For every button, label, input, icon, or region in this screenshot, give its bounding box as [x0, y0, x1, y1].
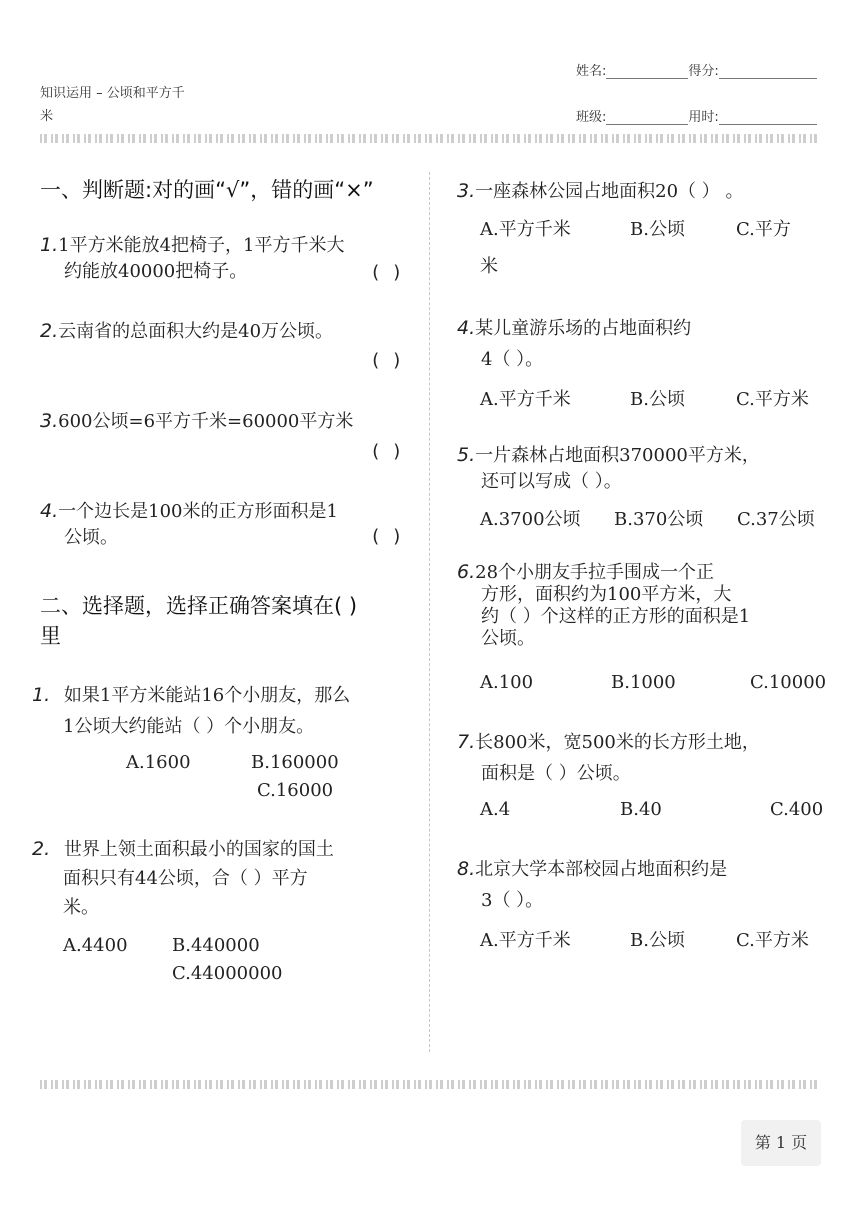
- option-b[interactable]: B.公顷: [630, 389, 685, 410]
- option-c-overflow: 米: [480, 256, 498, 277]
- question-text: 长800米，宽500米的长方形土地，: [475, 732, 760, 753]
- option-a[interactable]: A.平方千米: [480, 219, 571, 240]
- judge-question-1: [40, 232, 410, 285]
- option-c[interactable]: C.10000: [750, 672, 827, 693]
- choice-question-2: [32, 835, 334, 922]
- question-number: 5.: [457, 444, 476, 466]
- option-a[interactable]: A.3700公顷: [480, 509, 581, 530]
- answer-paren[interactable]: ( ): [370, 350, 403, 371]
- class-label: 班级:: [576, 110, 607, 125]
- question-text: 世界上领土面积最小的国家的国土: [63, 839, 334, 860]
- question-number: 2.: [32, 838, 51, 860]
- option-b[interactable]: B.40: [620, 799, 662, 820]
- question-text: 一座森林公园占地面积20（ ） 。: [475, 181, 744, 202]
- question-number: 3.: [457, 180, 476, 202]
- choice-question-3: [457, 178, 744, 205]
- top-decorative-border: [40, 134, 820, 143]
- option-c[interactable]: C.44000000: [172, 963, 283, 984]
- question-number: 4.: [40, 500, 59, 522]
- option-b[interactable]: B.公顷: [630, 930, 685, 951]
- choice-question-1: [32, 680, 350, 742]
- option-b[interactable]: B.440000: [172, 935, 260, 956]
- judge-question-4: [40, 498, 410, 551]
- option-a[interactable]: A.平方千米: [480, 389, 571, 410]
- question-number: 6.: [457, 561, 476, 583]
- answer-paren[interactable]: ( ): [370, 262, 403, 283]
- option-a[interactable]: A.4400: [63, 935, 128, 956]
- time-blank[interactable]: [719, 110, 817, 125]
- name-field[interactable]: [576, 60, 817, 79]
- choice-question-4: [457, 313, 691, 375]
- option-a[interactable]: A.平方千米: [480, 930, 571, 951]
- class-blank[interactable]: [606, 110, 688, 125]
- option-b[interactable]: B.公顷: [630, 219, 685, 240]
- section2-title: [40, 591, 357, 651]
- option-c[interactable]: C.400: [770, 799, 824, 820]
- question-text: 约（ ）个这样的正方形的面积是1: [481, 606, 751, 627]
- question-text: 某儿童游乐场的占地面积约: [475, 318, 692, 339]
- question-text: 约能放40000把椅子。: [64, 261, 248, 282]
- question-number: 4.: [457, 317, 476, 339]
- question-text: 4（ ）。: [481, 349, 544, 370]
- option-b[interactable]: B.160000: [251, 752, 339, 773]
- question-text: 一个边长是100米的正方形面积是1: [58, 501, 338, 522]
- option-c[interactable]: C.37公顷: [737, 509, 815, 530]
- judge-question-2: [40, 318, 333, 345]
- score-label: 得分:: [688, 64, 719, 79]
- document-title-line1: 知识运用 – 公顷和平方千: [40, 86, 185, 101]
- name-label: 姓名:: [576, 64, 607, 79]
- section1-title: 一、判断题:对的画“√”，错的画“×”: [40, 178, 374, 202]
- question-text: 还可以写成（ ）。: [481, 471, 622, 492]
- question-text: 3（ ）。: [481, 890, 544, 911]
- question-text: 云南省的总面积大约是40万公顷。: [58, 321, 334, 342]
- section2-title-line2: 里: [40, 624, 61, 648]
- choice-question-5: [457, 442, 760, 495]
- option-b[interactable]: B.370公顷: [614, 509, 704, 530]
- question-number: 8.: [457, 858, 476, 880]
- bottom-decorative-border: [40, 1080, 820, 1089]
- option-b[interactable]: B.1000: [611, 672, 676, 693]
- option-c[interactable]: C.平方米: [736, 389, 809, 410]
- question-text: 如果1平方米能站16个小朋友，那么: [63, 685, 351, 706]
- question-text: 面积是（ ）公顷。: [481, 763, 631, 784]
- question-text: 28个小朋友手拉手围成一个正: [475, 562, 715, 583]
- option-c[interactable]: C.16000: [257, 780, 334, 801]
- score-blank[interactable]: [719, 64, 817, 79]
- section2-title-line1: 二、选择题，选择正确答案填在( ): [40, 594, 358, 618]
- option-a[interactable]: A.1600: [126, 752, 191, 773]
- option-c[interactable]: C.平方: [736, 219, 791, 240]
- question-text: 北京大学本部校园占地面积约是: [475, 859, 728, 880]
- question-text: 公顷。: [64, 527, 118, 548]
- choice-question-7: [457, 727, 760, 789]
- question-number: 7.: [457, 731, 476, 753]
- choice-question-8: [457, 854, 727, 916]
- column-divider: [429, 172, 430, 1052]
- question-number: 1.: [40, 234, 59, 256]
- option-a[interactable]: A.100: [480, 672, 534, 693]
- name-blank[interactable]: [606, 64, 688, 79]
- question-number: 1.: [32, 684, 51, 706]
- question-text: 1平方米能放4把椅子，1平方千米大: [58, 235, 345, 256]
- option-a[interactable]: A.4: [480, 799, 511, 820]
- question-text: 一片森林占地面积370000平方米，: [475, 445, 760, 466]
- question-text: 1公顷大约能站（ ）个小朋友。: [63, 716, 315, 737]
- class-field[interactable]: [576, 106, 817, 125]
- option-c[interactable]: C.平方米: [736, 930, 809, 951]
- document-title-line2: 米: [40, 109, 54, 124]
- question-number: 2.: [40, 320, 59, 342]
- time-label: 用时:: [688, 110, 719, 125]
- page-number: 第 1 页: [741, 1120, 821, 1166]
- answer-paren[interactable]: ( ): [370, 441, 403, 462]
- question-text: 600公顷=6平方千米=60000平方米: [58, 411, 354, 432]
- question-number: 3.: [40, 410, 59, 432]
- answer-paren[interactable]: ( ): [370, 526, 403, 547]
- question-text: 公顷。: [481, 628, 535, 649]
- question-text: 米。: [63, 897, 99, 918]
- choice-question-6: [457, 561, 750, 650]
- judge-question-3: [40, 408, 353, 435]
- question-text: 面积只有44公顷，合（ ）平方: [63, 868, 308, 889]
- question-text: 方形，面积约为100平方米，大: [481, 584, 732, 605]
